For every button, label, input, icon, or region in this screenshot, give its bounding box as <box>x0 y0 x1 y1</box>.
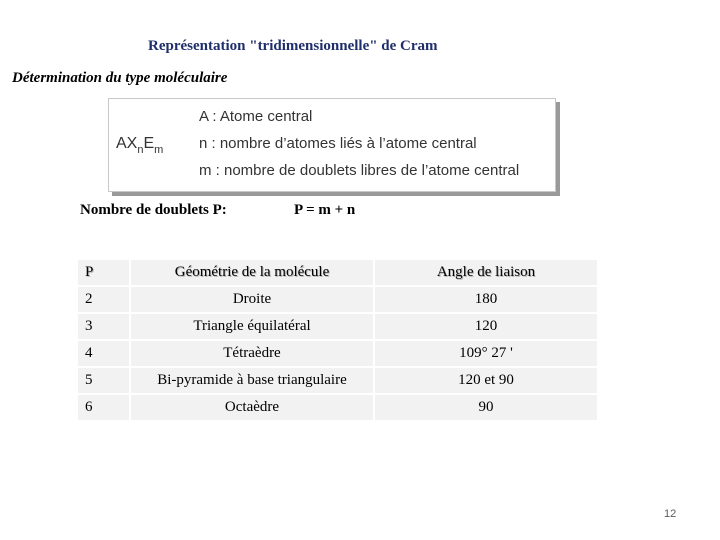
cell-p: 5 <box>78 368 131 393</box>
formula-base: AX <box>116 135 138 152</box>
cell-p: 2 <box>78 287 131 312</box>
cell-geometry: Tétraèdre <box>131 341 375 366</box>
cell-angle: 90 <box>375 395 597 420</box>
table-row <box>78 341 597 366</box>
cell-geometry: Droite <box>131 287 375 312</box>
table-row <box>78 395 597 420</box>
table-row <box>78 287 597 312</box>
cell-p: 4 <box>78 341 131 366</box>
geometry-table <box>78 258 597 422</box>
definition-line-m: m : nombre de doublets libres de l’atome central <box>199 162 520 179</box>
table-header-row <box>78 260 597 285</box>
cell-angle: 109° 27 ' <box>375 341 597 366</box>
molecular-formula <box>116 135 164 156</box>
formula-mid: E <box>143 135 155 152</box>
definition-box <box>108 98 556 192</box>
formula-subscript-n: n <box>137 144 144 156</box>
definition-line-n: n : nombre d’atomes liés à l’atome central <box>199 135 477 152</box>
page-title: Représentation "tridimensionnelle" de Cram <box>148 38 438 54</box>
cell-p: 6 <box>78 395 131 420</box>
cell-geometry: Bi-pyramide à base triangulaire <box>131 368 375 393</box>
doublets-formula: P = m + n <box>294 202 356 218</box>
cell-p: 3 <box>78 314 131 339</box>
cell-angle: 120 et 90 <box>375 368 597 393</box>
page-number: 12 <box>664 508 677 520</box>
header-angle: Angle de liaison <box>375 260 597 285</box>
table-row <box>78 368 597 393</box>
doublets-label: Nombre de doublets P: <box>80 202 227 218</box>
definition-line-a: A : Atome central <box>199 108 313 125</box>
table-row <box>78 314 597 339</box>
cell-geometry: Triangle équilatéral <box>131 314 375 339</box>
header-geometry: Géométrie de la molécule <box>131 260 375 285</box>
header-p: P <box>78 260 131 285</box>
cell-angle: 180 <box>375 287 597 312</box>
section-subtitle: Détermination du type moléculaire <box>12 70 228 86</box>
cell-angle: 120 <box>375 314 597 339</box>
cell-geometry: Octaèdre <box>131 395 375 420</box>
formula-subscript-m: m <box>154 144 164 156</box>
